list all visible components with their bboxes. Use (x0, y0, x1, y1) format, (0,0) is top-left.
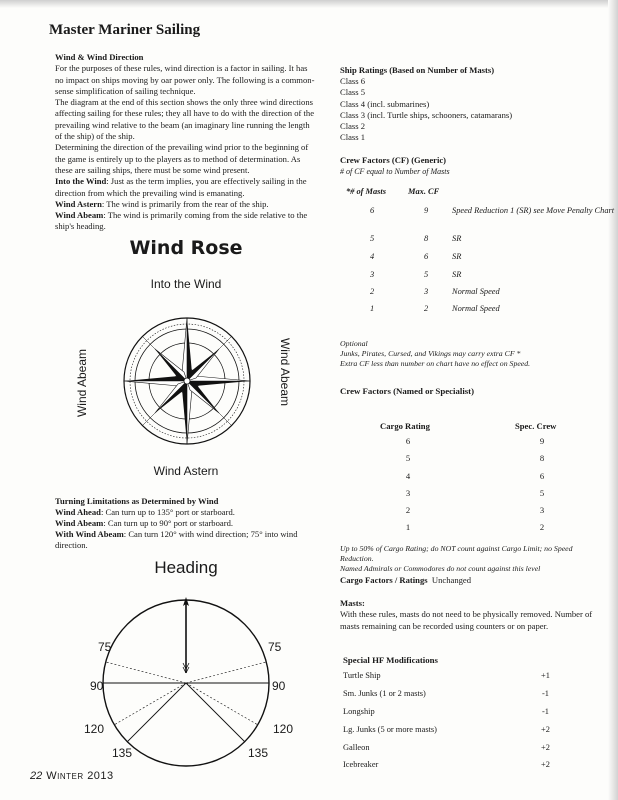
table-cell-note: SR (452, 252, 462, 261)
with-wind-abeam-text: : Can turn 120° with wind direction; 75° into wind direction. (55, 529, 298, 550)
ship-class-item: Class 1 (340, 132, 366, 143)
hf-name: Turtle Ship (343, 671, 381, 680)
ship-class-item: Class 6 (340, 76, 366, 87)
table-cell-note: SR (452, 270, 462, 279)
crew-specialist-heading: Crew Factors (Named or Specialist) (340, 386, 475, 396)
max-cf-column-header: Max. CF (408, 187, 440, 196)
wind-heading: Wind & Wind Direction (55, 52, 144, 62)
wind-ahead-rule (55, 507, 317, 518)
into-the-wind-text: : Just as the term implies, you are effectively sailing in the direction from which the prevailing wind is emanating. (55, 176, 307, 198)
scan-edge-top (0, 0, 618, 8)
table-cell-cf: 5 (424, 270, 429, 279)
heading-label-starboard-90: 90 (272, 679, 286, 693)
heading-label-port-120: 120 (84, 722, 105, 736)
specialist-note-2: Named Admirals or Commodores do not count against this level (340, 564, 541, 573)
table-cell-masts: 3 (370, 270, 375, 279)
crew-generic-heading: Crew Factors (CF) (Generic) (340, 155, 447, 165)
hf-name: Icebreaker (343, 760, 379, 769)
crew-generic-subtitle: # of CF equal to Number of Masts (340, 167, 450, 177)
table-cell-cargo: 2 (405, 505, 411, 515)
masts-section (340, 598, 610, 632)
table-cell-cargo: 6 (405, 436, 411, 446)
table-cell-cf: 8 (424, 234, 429, 243)
specialist-note-1: Up to 50% of Cargo Rating; do NOT count against Cargo Limit; no Speed Reduction. (340, 544, 573, 563)
ship-class-item: Class 2 (340, 121, 366, 132)
hf-name: Lg. Junks (5 or more masts) (343, 725, 437, 734)
wind-rose-top-label: Into the Wind (150, 277, 222, 291)
heading-label-starboard-120: 120 (273, 722, 294, 736)
scan-edge-right (608, 0, 618, 800)
wind-ahead-label: Wind Ahead (55, 507, 101, 517)
hf-value: +2 (541, 760, 550, 769)
masts-heading: Masts: (340, 598, 365, 608)
heading-diagram-title: Heading (154, 558, 218, 577)
cargo-rating-header: Cargo Rating (380, 421, 430, 431)
table-cell-cargo: 5 (405, 453, 411, 463)
article-title: Master Mariner Sailing (49, 22, 201, 38)
with-wind-abeam-label: With Wind Abeam (55, 529, 124, 539)
with-wind-abeam-rule (55, 529, 317, 551)
ship-class-item: Class 4 (incl. submarines) (340, 98, 430, 109)
table-cell-spec: 2 (539, 522, 545, 532)
into-the-wind-label: Into the Wind (55, 176, 107, 187)
heading-diagram (80, 580, 290, 770)
hf-modifications-heading: Special HF Modifications (343, 655, 438, 665)
hf-value: +2 (541, 743, 550, 752)
hf-name: Longship (343, 707, 375, 716)
crew-generic-section (340, 155, 580, 177)
wind-paragraph-3: Determining the direction of the prevailing wind prior to the beginning of the game is entirely up to the players as to method of determination. As these are sailing ships, there must be some wind present. (55, 142, 309, 175)
masts-text: With these rules, masts do not need to be physically removed. Number of masts remaining can be recorded using counters or on paper. (340, 609, 593, 631)
hf-value: +1 (541, 671, 550, 680)
table-cell-cf: 2 (424, 304, 429, 313)
table-cell-cargo: 3 (405, 488, 411, 498)
table-cell-masts: 4 (370, 252, 375, 261)
table-cell-spec: 9 (539, 436, 545, 446)
wind-rose-bottom-label: Wind Astern (153, 464, 219, 478)
table-cell-cf: 9 (424, 206, 429, 215)
table-cell-masts: 6 (370, 206, 375, 215)
issue-season: Winter 2013 (46, 770, 114, 782)
heading-label-port-90: 90 (90, 679, 104, 693)
hf-name: Galleon (343, 743, 370, 752)
hf-value: -1 (542, 689, 549, 698)
wind-abeam-definition (55, 210, 317, 233)
ship-class-item: Class 5 (340, 87, 366, 98)
page-footer (30, 770, 114, 782)
optional-note (340, 339, 595, 369)
wind-abeam-rule-label: Wind Abeam (55, 518, 104, 528)
masts-column-header: *# of Masts (346, 187, 387, 196)
wind-ahead-text: : Can turn up to 135° port or starboard. (100, 507, 235, 517)
crew-specialist-notes (340, 544, 595, 574)
wind-rose-left-label: Wind Abeam (75, 348, 89, 418)
hf-value: -1 (542, 707, 549, 716)
wind-abeam-text: : The wind is primarily coming from the side relative to the ship's heading. (55, 210, 308, 232)
cargo-factors-label: Cargo Factors / Ratings (340, 575, 428, 585)
compass-rose-icon (122, 300, 252, 462)
cargo-factors-line (340, 575, 471, 585)
wind-paragraph-2: The diagram at the end of this section shows the only three wind directions affecting sailing for these rules; they all have to do with the direction of the prevailing wind relative to the beam (an imaginary line running the length of the ship) of the ship. (55, 97, 315, 142)
into-the-wind-definition (55, 176, 317, 199)
wind-rose-title: Wind Rose (129, 237, 243, 259)
table-cell-cf: 6 (424, 252, 429, 261)
optional-label: Optional (340, 339, 368, 348)
heading-label-starboard-135: 135 (248, 746, 269, 760)
table-cell-masts: 1 (370, 304, 375, 313)
table-cell-masts: 2 (370, 287, 375, 296)
table-cell-spec: 8 (539, 453, 545, 463)
wind-abeam-rule-text: : Can turn up to 90° port or starboard. (103, 518, 234, 528)
wind-astern-label: Wind Astern (55, 198, 102, 209)
wind-abeam-rule (55, 518, 317, 529)
ship-ratings-heading: Ship Ratings (Based on Number of Masts) (340, 65, 495, 75)
spec-crew-header: Spec. Crew (515, 421, 557, 431)
turning-heading: Turning Limitations as Determined by Wind (55, 496, 219, 506)
table-cell-note: Normal Speed (452, 304, 500, 313)
page-number: 22 (30, 770, 43, 782)
wind-abeam-label: Wind Abeam (55, 210, 104, 221)
heading-label-starboard-75: 75 (268, 640, 282, 654)
heading-label-port-75: 75 (98, 640, 112, 654)
wind-astern-definition (55, 199, 317, 210)
cargo-factors-value: Unchanged (431, 575, 472, 585)
ship-class-item: Class 3 (incl. Turtle ships, schooners, catamarans) (340, 109, 513, 120)
table-cell-note: Normal Speed (452, 287, 500, 296)
table-cell-masts: 5 (370, 234, 375, 243)
optional-line-1: Junks, Pirates, Cursed, and Vikings may carry extra CF * (340, 349, 521, 358)
hf-value: +2 (541, 725, 550, 734)
table-cell-note: SR (452, 234, 462, 243)
heading-label-port-135: 135 (112, 746, 133, 760)
table-cell-cf: 3 (424, 287, 429, 296)
wind-astern-text: : The wind is primarily from the rear of the ship. (101, 198, 269, 209)
wind-section (55, 52, 317, 233)
table-cell-spec: 3 (539, 505, 545, 515)
ship-ratings (340, 65, 580, 143)
wind-paragraph-1: For the purposes of these rules, wind direction is a factor in sailing. It has no impact on ships moving by oar power only. The following is a common-sense simplification of sailing technique. (55, 63, 315, 96)
hf-name: Sm. Junks (1 or 2 masts) (343, 689, 426, 698)
table-cell-cargo: 1 (405, 522, 411, 532)
table-cell-note: Speed Reduction 1 (SR) see Move Penalty Chart (452, 206, 615, 215)
optional-line-2: Extra CF less than number on chart have no effect on Speed. (340, 359, 531, 368)
table-cell-spec: 5 (539, 488, 545, 498)
table-cell-spec: 6 (539, 471, 545, 481)
turning-limitations (55, 496, 317, 551)
wind-rose-right-label: Wind Abeam (278, 337, 292, 407)
table-cell-cargo: 4 (405, 471, 411, 481)
